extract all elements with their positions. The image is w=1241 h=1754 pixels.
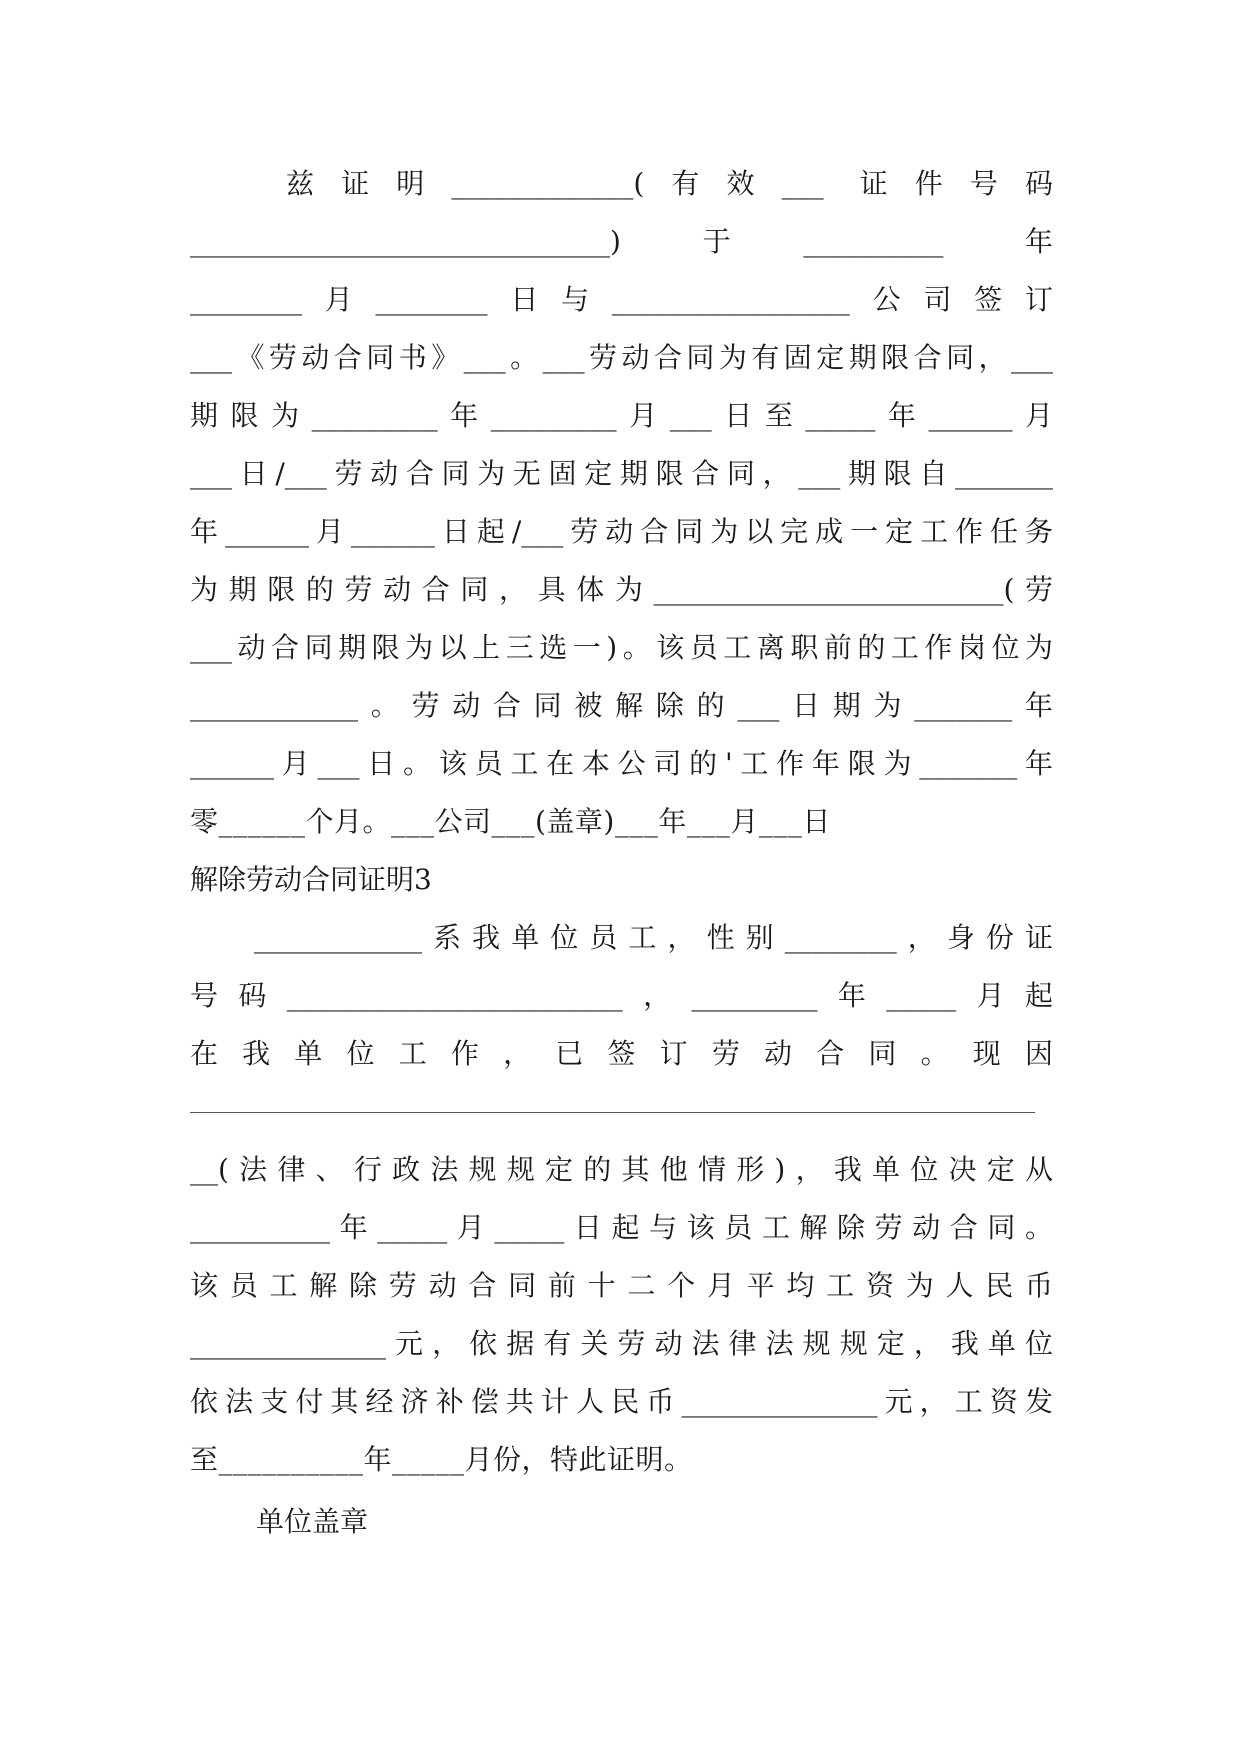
section-heading: 解除劳动合同证明3 [190,863,432,896]
text-line-20: 依法支付其经济补偿共计人民币______________元，工资发 [190,1385,1053,1418]
text-line-15: 在我单位工作，已签订劳动合同。现因 [190,1037,1053,1070]
text-line-7: 年______月______日起/___劳动合同为以完成一定工作任务 [190,515,1053,548]
text-line-12: 零______个月。___公司___(盖章)___年___月___日 [190,805,831,838]
text-line-8: 为期限的劳动合同，具体为_________________________(劳 [190,573,1053,606]
text-line-13: ____________系我单位员工，性别________，身份证 [254,921,1053,954]
signature-stamp-label: 单位盖章 [256,1505,369,1538]
text-line-14: 号码________________________，_________年_____月起 [190,979,1053,1012]
text-line-3: ________月________日与_________________公司签订 [190,283,1053,316]
text-line-11: ______月___日。该员工在本公司的'工作年限为_______年 [190,747,1053,780]
text-line-21: 至__________年_____月份，特此证明。 [190,1443,693,1476]
text-line-9: ___动合同期限为以上三选一)。该员工离职前的工作岗位为 [190,631,1053,664]
text-line-4: ___《劳动合同书》___。___劳动合同为有固定期限合同，___ [190,341,1053,374]
text-line-16: __(法律、行政法规规定的其他情形)，我单位决定从 [190,1153,1053,1186]
text-line-6: ___日/___劳动合同为无固定期限合同，___期限自_______ [190,457,1053,490]
text-line-17: __________年_____月_____日起与该员工解除劳动合同。 [190,1211,1053,1244]
text-line-18: 该员工解除劳动合同前十二个月平均工资为人民币 [190,1269,1053,1302]
text-line-2: ______________________________) 于__________ 年 [190,225,1053,258]
blank-fill-line [190,1112,1035,1113]
text-line-10: ____________。劳动合同被解除的___日期为_______年 [190,689,1053,722]
text-line-5: 期限为_________年_________月___日至_____年______月 [190,399,1053,432]
text-line-1: 兹证明_____________(有效___ 证件号码 [286,167,1053,200]
text-line-19: ______________元，依据有关劳动法律法规规定，我单位 [190,1327,1053,1360]
